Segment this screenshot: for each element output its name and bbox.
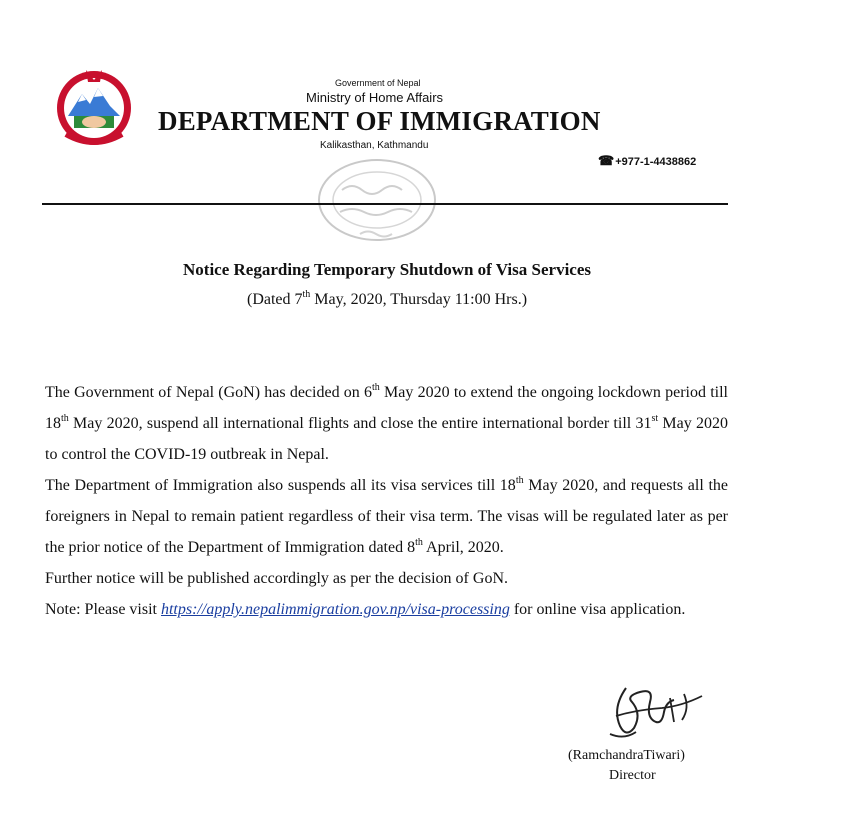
header-divider	[42, 203, 728, 205]
signatory-name: (RamchandraTiwari)	[568, 748, 685, 763]
paragraph-note: Note: Please visit https://apply.nepalimmigration.gov.np/visa-processing for online visa application.	[45, 601, 686, 618]
visa-processing-link[interactable]: https://apply.nepalimmigration.gov.np/visa-processing	[160, 601, 510, 618]
notice-body	[45, 377, 728, 625]
department-name: DEPARTMENT OF IMMIGRATION	[158, 106, 601, 136]
department-address: Kalikasthan, Kathmandu	[320, 140, 429, 151]
paragraph-further-notice: Further notice will be published accordingly as per the decision of GoN.	[45, 570, 508, 587]
date-ordinal: th	[302, 288, 311, 300]
official-stamp-icon	[302, 150, 452, 250]
nepal-emblem-icon	[52, 64, 136, 148]
phone-text: +977-1-4438862	[615, 156, 697, 168]
phone-number	[598, 153, 696, 169]
date-text: (Dated 7	[246, 291, 303, 308]
notice-date	[0, 288, 774, 309]
paragraph-lockdown: The Government of Nepal (GoN) has decided on 6th May 2020 to extend the ongoing lockdown period till 18th May 2020, suspend all international flights and close the entire international border till 31st May 2020 to control the COVID-19 outbreak in Nepal.	[45, 381, 729, 463]
telephone-icon: ☎	[598, 153, 615, 168]
government-name: Government of Nepal	[335, 78, 421, 88]
ministry-name: Ministry of Home Affairs	[306, 90, 444, 105]
notice-title: Notice Regarding Temporary Shutdown of Visa Services	[183, 260, 591, 279]
signatory-title: Director	[609, 768, 656, 783]
director-signature	[596, 676, 706, 746]
paragraph-visa-suspension: The Department of Immigration also suspends all its visa services till 18th May 2020, and requests all the foreigners in Nepal to remain patient regardless of their visa term. The visas will be regulated later as per the prior notice of the Department of Immigration dated 8th April, 2020.	[45, 474, 728, 556]
date-text-rest: May, 2020, Thursday 11:00 Hrs.)	[310, 291, 528, 308]
